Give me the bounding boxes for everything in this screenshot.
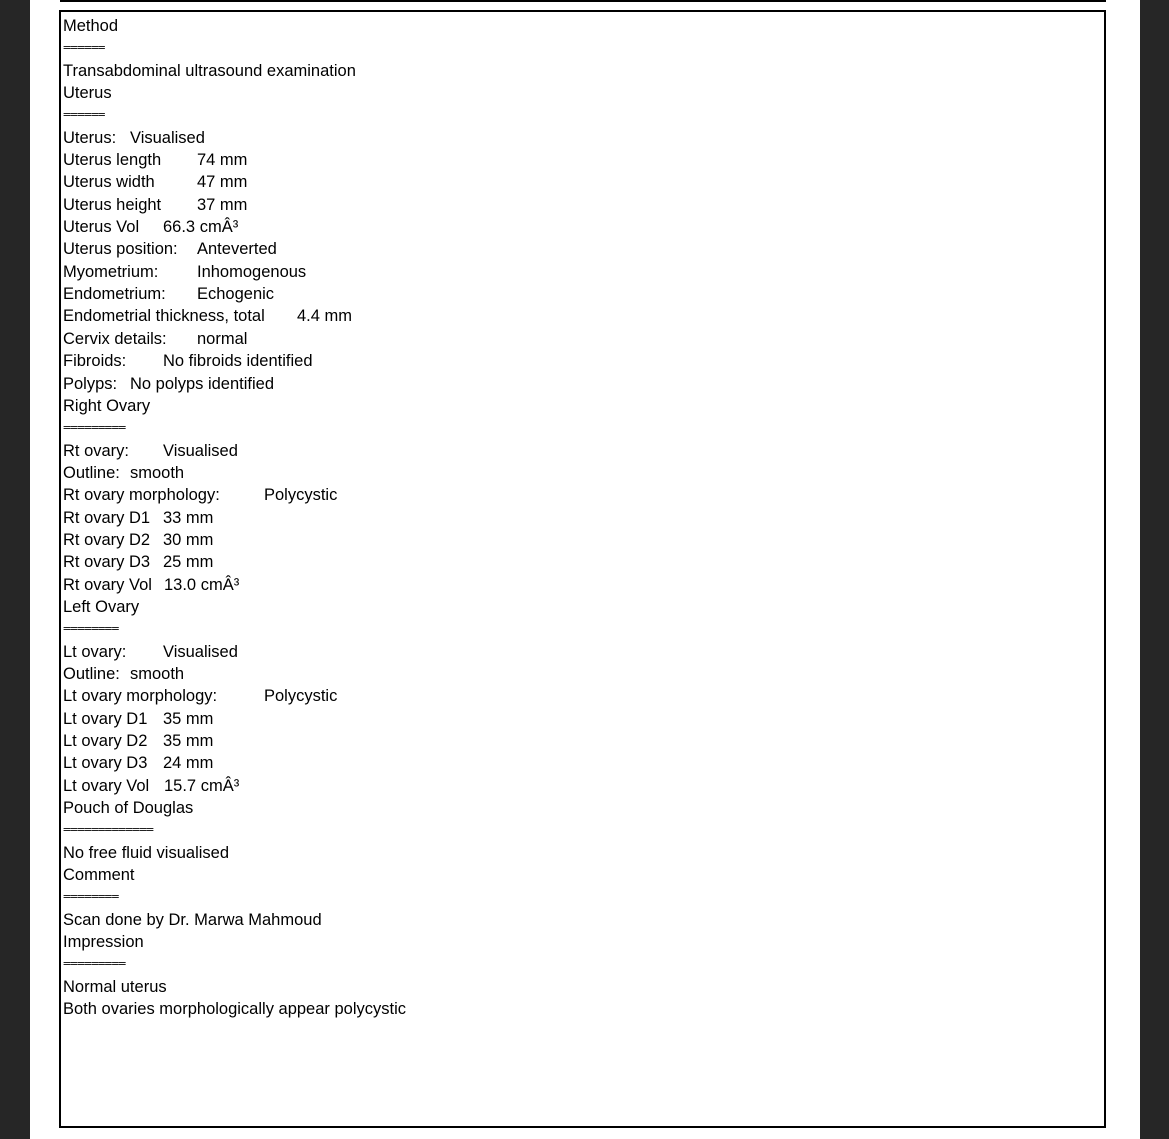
right-ovary-heading: Right Ovary	[63, 396, 151, 415]
field-value: Visualised	[130, 128, 205, 147]
field-value: 33 mm	[163, 508, 214, 527]
field-label: Fibroids:	[63, 352, 127, 371]
impression-heading: Impression	[63, 933, 144, 952]
method-underline: ======	[63, 42, 105, 54]
field-value: Anteverted	[197, 240, 277, 259]
field-value: 35 mm	[163, 732, 214, 750]
field-label: Lt ovary D2	[63, 732, 148, 750]
left-ovary-underline: ========	[63, 623, 119, 635]
field-label: Uterus length	[63, 151, 162, 170]
field-label: Lt ovary morphology:	[63, 687, 218, 706]
field-label: Uterus position:	[63, 240, 178, 259]
field-value: Echogenic	[197, 285, 275, 304]
field-value: Polycystic	[264, 486, 338, 505]
field-label: Rt ovary:	[63, 441, 130, 460]
field-value: Polycystic	[264, 687, 338, 706]
field-value: 35 mm	[163, 709, 214, 728]
comment-underline: ========	[63, 891, 119, 903]
impression-underline: =========	[63, 958, 126, 970]
field-value: No fibroids identified	[163, 352, 313, 371]
field-label: Endometrium:	[63, 285, 166, 304]
field-label: Uterus width	[63, 173, 155, 192]
field-label: Uterus height	[63, 195, 162, 214]
field-value: 66.3 cmÂ³	[163, 218, 239, 237]
field-value: No polyps identified	[130, 374, 275, 393]
field-label: Rt ovary Vol	[63, 575, 152, 594]
field-value: Inhomogenous	[197, 262, 307, 281]
field-label: Rt ovary D2	[63, 530, 151, 549]
field-value: 47 mm	[197, 173, 248, 192]
field-value: 74 mm	[197, 151, 248, 170]
field-label: Myometrium:	[63, 262, 159, 281]
comment-text: Scan done by Dr. Marwa Mahmoud	[63, 910, 322, 929]
field-label: Uterus Vol	[63, 218, 140, 237]
field-value: 24 mm	[163, 754, 214, 773]
field-label: Rt ovary D1	[63, 508, 151, 527]
impression-text: Both ovaries morphologically appear polycystic	[63, 1000, 407, 1019]
left-ovary-heading: Left Ovary	[63, 597, 140, 616]
field-label: Outline:	[63, 664, 120, 683]
field-value: normal	[197, 329, 248, 348]
uterus-underline: ======	[63, 109, 105, 121]
field-label: Uterus:	[63, 128, 117, 147]
field-value: 25 mm	[163, 553, 214, 572]
field-value: 4.4 mm	[297, 307, 353, 326]
uterus-heading: Uterus	[63, 84, 112, 103]
field-label: Outline:	[63, 463, 120, 482]
field-label: Rt ovary morphology:	[63, 486, 220, 505]
field-label: Endometrial thickness, total	[63, 307, 265, 326]
right-ovary-underline: =========	[63, 422, 126, 434]
pod-heading: Pouch of Douglas	[63, 799, 194, 818]
comment-heading: Comment	[63, 866, 135, 885]
pod-text: No free fluid visualised	[63, 843, 229, 862]
field-label: Cervix details:	[63, 329, 167, 348]
field-value: 15.7 cmÂ³	[164, 776, 240, 795]
field-label: Rt ovary D3	[63, 553, 151, 572]
field-label: Lt ovary D1	[63, 709, 148, 728]
field-label: Polyps:	[63, 374, 118, 393]
field-label: Lt ovary:	[63, 642, 127, 661]
field-label: Lt ovary Vol	[63, 776, 150, 795]
impression-text: Normal uterus	[63, 977, 167, 996]
field-value: 37 mm	[197, 195, 248, 214]
method-heading: Method	[63, 17, 119, 35]
method-text: Transabdominal ultrasound examination	[63, 61, 356, 80]
field-value: Visualised	[163, 642, 238, 661]
field-value: smooth	[130, 664, 185, 683]
top-border-line	[60, 0, 1106, 2]
field-value: 13.0 cmÂ³	[164, 575, 240, 594]
field-value: 30 mm	[163, 530, 214, 549]
pod-underline: =============	[63, 824, 154, 836]
field-value: smooth	[130, 463, 185, 482]
field-label: Lt ovary D3	[63, 754, 148, 773]
field-value: Visualised	[163, 441, 238, 460]
